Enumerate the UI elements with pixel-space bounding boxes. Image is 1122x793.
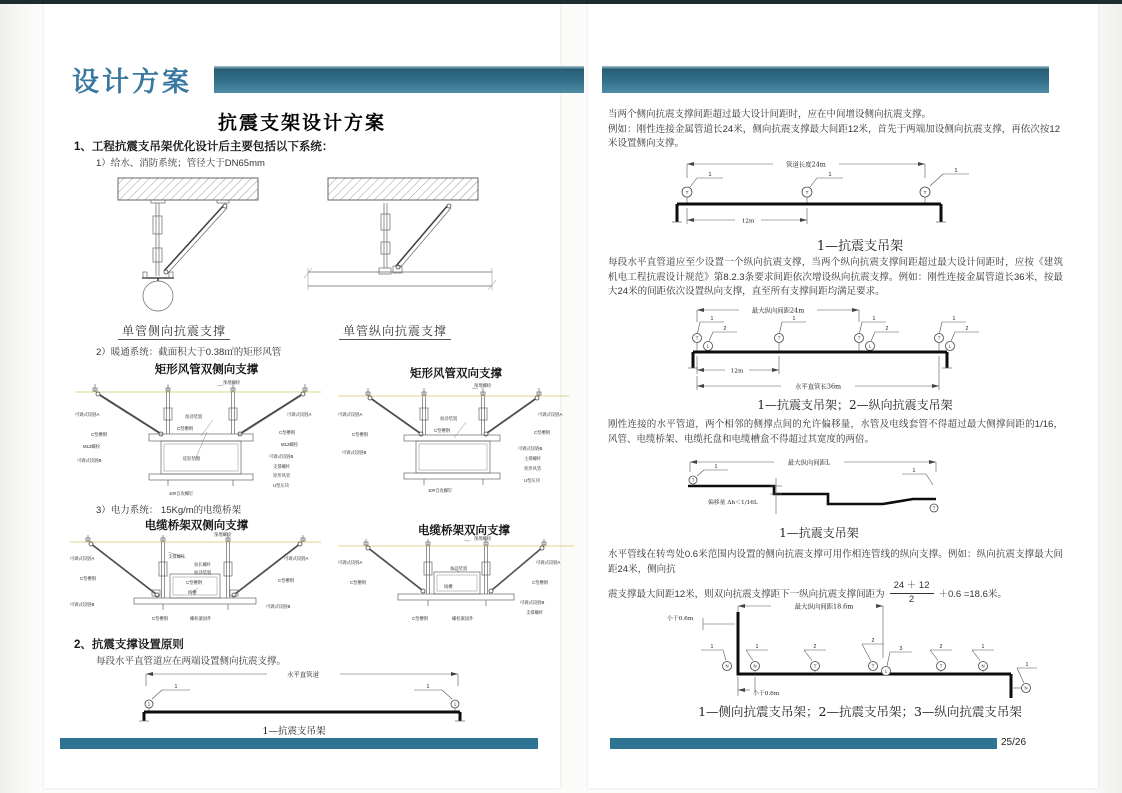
caption-single-lateral: 单管侧向抗震支撑	[84, 322, 264, 340]
duct-side-label: M12螺栓	[83, 444, 100, 449]
fraction-denominator: 2	[908, 593, 915, 605]
svg-text:L: L	[948, 343, 952, 349]
figure-pipe-36m	[683, 302, 969, 394]
paragraph-2: 每段水平直管道应至少设置一个纵向抗震支撑，当两个纵向抗震支撑间距超过最大设计间距时，应按《建筑机电工程抗震设计规范》第8.2.3条要求间距依次增设纵向抗震支撑。例如：刚性连接金属管道长36米，按最大24米的间距依次设置纵向支撑，直至所有支撑间距均满足要求。	[608, 257, 1063, 298]
callout: 1	[954, 168, 958, 174]
svg-text:N: N	[981, 663, 985, 669]
doc-title: 抗震支架设计方案	[217, 113, 386, 134]
duct-side-label: 硅胶垫圈	[183, 456, 201, 461]
figure-duct-double-side	[72, 376, 324, 498]
footer-bar-right	[610, 738, 997, 749]
dim-top-label: 最大纵向间距24m	[751, 306, 805, 315]
dim-12m-label: 12m	[741, 218, 755, 225]
tray-dual-label: 螺栓紧固件	[452, 616, 474, 621]
svg-text:1: 1	[1025, 662, 1029, 668]
figure-straight-pipe	[132, 664, 472, 722]
figure-duct-dual	[336, 380, 571, 495]
duct-dual-label: 可调式铰链B	[342, 450, 367, 455]
tray-dual-label: 预埋螺栓	[474, 536, 492, 541]
page-header-title: 设计方案	[72, 67, 192, 97]
dim-12m-label: 12m	[730, 368, 744, 375]
paragraph-3: 刚性连接的水平管道，两个相邻的侧撑点间的允许偏移量，水管及电线套管不得超过最大侧撑间距的1/16，风管、电缆桥架、电缆托盘和电缆槽盒不得超过其宽度的两倍。	[608, 419, 1063, 445]
marker: T	[805, 189, 809, 195]
tray-side-label: C型槽钢	[278, 578, 294, 583]
paragraph-4-line1: 水平管线在转弯处0.6米范围内设置的侧向抗震支撑可用作相连管线的纵向支撑。例如：纵向抗震支撑最大间距24米，侧向抗	[608, 549, 1063, 575]
duct-dual-label: 可调式铰链B	[518, 446, 543, 451]
svg-text:N: N	[1024, 685, 1028, 691]
dim-bottom-label: 水平直管长36m	[794, 382, 842, 391]
tray-side-label: C型槽钢	[152, 616, 168, 621]
header-bar-right	[602, 66, 1049, 93]
tray-side-label: 可调式铰链B	[70, 602, 95, 607]
caption-single-longitudinal: 单管纵向抗震支撑	[300, 322, 490, 340]
caption-fig1: 1—抗震支吊架	[816, 239, 904, 254]
figure-tray-dual	[336, 532, 576, 628]
less-than-label: 小于0.6m	[667, 616, 694, 622]
fraction-numerator: 24 ＋ 12	[890, 580, 934, 593]
svg-text:2: 2	[965, 326, 969, 332]
tray-side-label: 螺栓紧固件	[190, 616, 212, 621]
svg-text:1: 1	[792, 316, 796, 322]
duct-dual-label: 加劲装置	[440, 416, 458, 421]
tray-dual-label: 加劲装置	[450, 566, 468, 571]
callout: 1	[912, 468, 916, 474]
duct-side-label: 支撑螺杆	[273, 464, 291, 469]
figure-single-pipe-lateral	[96, 172, 281, 320]
tray-side-label: 可调式铰链A	[284, 556, 309, 561]
svg-text:1: 1	[755, 644, 759, 650]
svg-text:1: 1	[710, 316, 714, 322]
marker: 1	[147, 701, 151, 707]
paragraph-1-line1: 当两个侧向抗震支撑间距超过最大设计间距时，应在中间增设侧向抗震支撑。	[608, 109, 932, 120]
duct-dual-label: U型压块	[524, 478, 540, 483]
marker: T	[923, 189, 927, 195]
figure-tray-double-side	[68, 528, 323, 632]
caption-fig3: 1—抗震支吊架	[779, 526, 859, 540]
paragraph-1-line2: 例如：刚性连接金属管道长24米，侧向抗震支撑最大间距12米，首先于两端加设侧向抗震支撑，再依次按12米设置侧向支撑。	[608, 123, 1060, 150]
marker-group	[935, 316, 980, 352]
offset-label: 偏移量 Δh＜1/16L	[708, 500, 758, 506]
figure-single-pipe-longitudinal	[300, 172, 500, 320]
marker-row	[701, 638, 1037, 693]
svg-text:1: 1	[872, 316, 876, 322]
svg-text:2: 2	[939, 644, 943, 650]
title-tray-double-side: 电缆桥架双侧向支撑	[144, 520, 249, 532]
marker: T	[685, 189, 689, 195]
section-2-body: 每段水平直管道应在两端设置侧向抗震支撑。	[96, 656, 287, 667]
tray-side-label: 加劲装置	[194, 570, 212, 575]
tray-side-label: C型槽钢	[80, 576, 96, 581]
svg-text:2: 2	[813, 644, 817, 650]
svg-text:T: T	[777, 335, 781, 341]
duct-side-label: 10#自攻螺钉	[169, 491, 194, 496]
header-bar-left	[214, 66, 584, 93]
duct-side-label: 可调式铰链B	[269, 454, 294, 459]
svg-text:2: 2	[885, 326, 889, 332]
caption-fig4: 1—侧向抗震支吊架；2—抗震支吊架；3—纵向抗震支吊架	[698, 704, 1022, 719]
tray-dual-label: C型槽钢	[350, 580, 366, 585]
duct-dual-label: 矩形风管	[524, 466, 542, 471]
duct-dual-label: 可调式铰链A	[538, 412, 563, 417]
dim-top-label: 最大纵向间距L	[787, 458, 831, 467]
duct-dual-label: C型槽钢	[434, 428, 450, 433]
duct-side-label: M12螺栓	[281, 442, 298, 447]
footer-bar-left	[60, 738, 538, 749]
svg-text:T: T	[871, 663, 875, 669]
title-tray-dual: 电缆桥架双向支撑	[418, 525, 510, 537]
svg-text:L: L	[706, 343, 710, 349]
svg-text:1: 1	[952, 316, 956, 322]
page-left	[44, 4, 563, 788]
item-water-fire: 1）给水、消防系统；管径大于DN65mm	[96, 158, 265, 169]
svg-text:T: T	[937, 335, 941, 341]
tray-side-label: 线槽	[188, 590, 197, 595]
svg-text:T: T	[695, 335, 699, 341]
duct-side-label: 矩形风管	[273, 473, 291, 478]
less-than-label: 小于0.6m	[753, 691, 780, 697]
title-duct-double-side: 矩形风管双侧向支撑	[154, 364, 259, 376]
svg-text:3: 3	[899, 646, 903, 652]
item-power: 3）电力系统： 15Kg/m的电缆桥架	[96, 505, 242, 516]
duct-side-label: C型槽钢	[279, 430, 295, 435]
svg-text:1: 1	[710, 644, 714, 650]
marker: T	[691, 477, 695, 483]
tray-dual-label: C型槽钢	[412, 616, 428, 621]
svg-text:L: L	[884, 668, 888, 674]
callout: 1	[426, 684, 430, 690]
caption-straight-pipe: 1—抗震支吊架	[262, 726, 326, 737]
duct-dual-label: 预埋螺栓	[474, 383, 492, 388]
tray-dual-label: 线槽	[444, 584, 453, 589]
item-hvac: 2）暖通系统：截面积大于0.38㎡的矩形风管	[96, 347, 282, 358]
duct-side-label: U型压块	[273, 483, 289, 488]
duct-side-label: 可调式铰链A	[287, 412, 312, 417]
svg-text:2: 2	[871, 638, 875, 644]
callout: 1	[828, 172, 832, 178]
marker-group	[693, 316, 738, 352]
formula-prefix: 震支撑最大间距12米，则双向抗震支撑距下一纵向抗震支撑间距为	[608, 589, 885, 601]
svg-text:T: T	[813, 663, 817, 669]
duct-side-label: C型槽钢	[177, 426, 193, 431]
marker: T	[932, 505, 936, 511]
callout: 1	[714, 464, 718, 470]
page-right	[588, 4, 1098, 788]
figure-pipe-24m	[643, 154, 1003, 234]
callout: 1	[174, 684, 178, 690]
duct-dual-label: 主撑螺杆	[524, 456, 542, 461]
tray-side-label: 可调式铰链B	[266, 604, 291, 609]
tray-dual-label: 可调式铰链B	[520, 600, 545, 605]
marker-group	[855, 316, 900, 352]
svg-text:N: N	[725, 663, 729, 669]
svg-text:L: L	[868, 343, 872, 349]
section-1-heading: 1、工程抗震支吊架优化设计后主要包括以下系统：	[74, 141, 334, 153]
tray-side-label: 预埋螺栓	[214, 532, 232, 537]
caption-fig2: 1—抗震支吊架；2—纵向抗震支吊架	[757, 398, 953, 412]
formula-suffix: ＋0.6 =18.6米。	[938, 589, 1007, 601]
svg-text:1: 1	[981, 644, 985, 650]
tray-side-label: C型槽钢	[186, 580, 202, 585]
title-duct-dual: 矩形风管双向支撑	[410, 368, 502, 380]
tray-dual-label: C型槽钢	[532, 580, 548, 585]
duct-dual-label: 可调式铰链A	[338, 412, 363, 417]
tray-side-label: 支撑螺杆	[168, 554, 186, 559]
duct-dual-label: C型槽钢	[352, 432, 368, 437]
tray-side-label: 加长螺杆	[194, 562, 212, 567]
tray-dual-label: 可调式铰链A	[338, 560, 363, 565]
page-number: 25/26	[1001, 737, 1027, 748]
dim-top-label: 最大纵向间距18.6m	[794, 602, 854, 611]
dim-top-label: 管道长度24m	[786, 160, 826, 169]
svg-text:T: T	[939, 663, 943, 669]
duct-side-label: C型槽钢	[91, 432, 107, 437]
marker: 1	[453, 701, 457, 707]
svg-text:T: T	[857, 335, 861, 341]
svg-text:N: N	[753, 663, 757, 669]
duct-side-label: 可调式铰链B	[77, 458, 102, 463]
tray-side-label: 可调式铰链A	[70, 556, 95, 561]
duct-dual-label: C型槽钢	[534, 430, 550, 435]
marker-group	[775, 316, 807, 352]
tray-dual-label: 支撑螺杆	[526, 610, 544, 615]
duct-side-label: 可调式铰链A	[75, 412, 100, 417]
paragraph-1	[608, 108, 1060, 152]
figure-offset-pipe	[678, 452, 948, 522]
tray-dual-label: 可调式铰链A	[536, 560, 561, 565]
svg-text:2: 2	[723, 326, 727, 332]
callout: 1	[708, 172, 712, 178]
dim-label: 水平直管道	[287, 670, 319, 679]
duct-side-label: 预埋螺栓	[223, 380, 241, 385]
duct-dual-label: 10#自攻螺钉	[428, 488, 453, 493]
duct-side-label: 加劲装置	[185, 414, 203, 419]
section-2-heading: 2、抗震支撑设置原则	[74, 639, 184, 651]
